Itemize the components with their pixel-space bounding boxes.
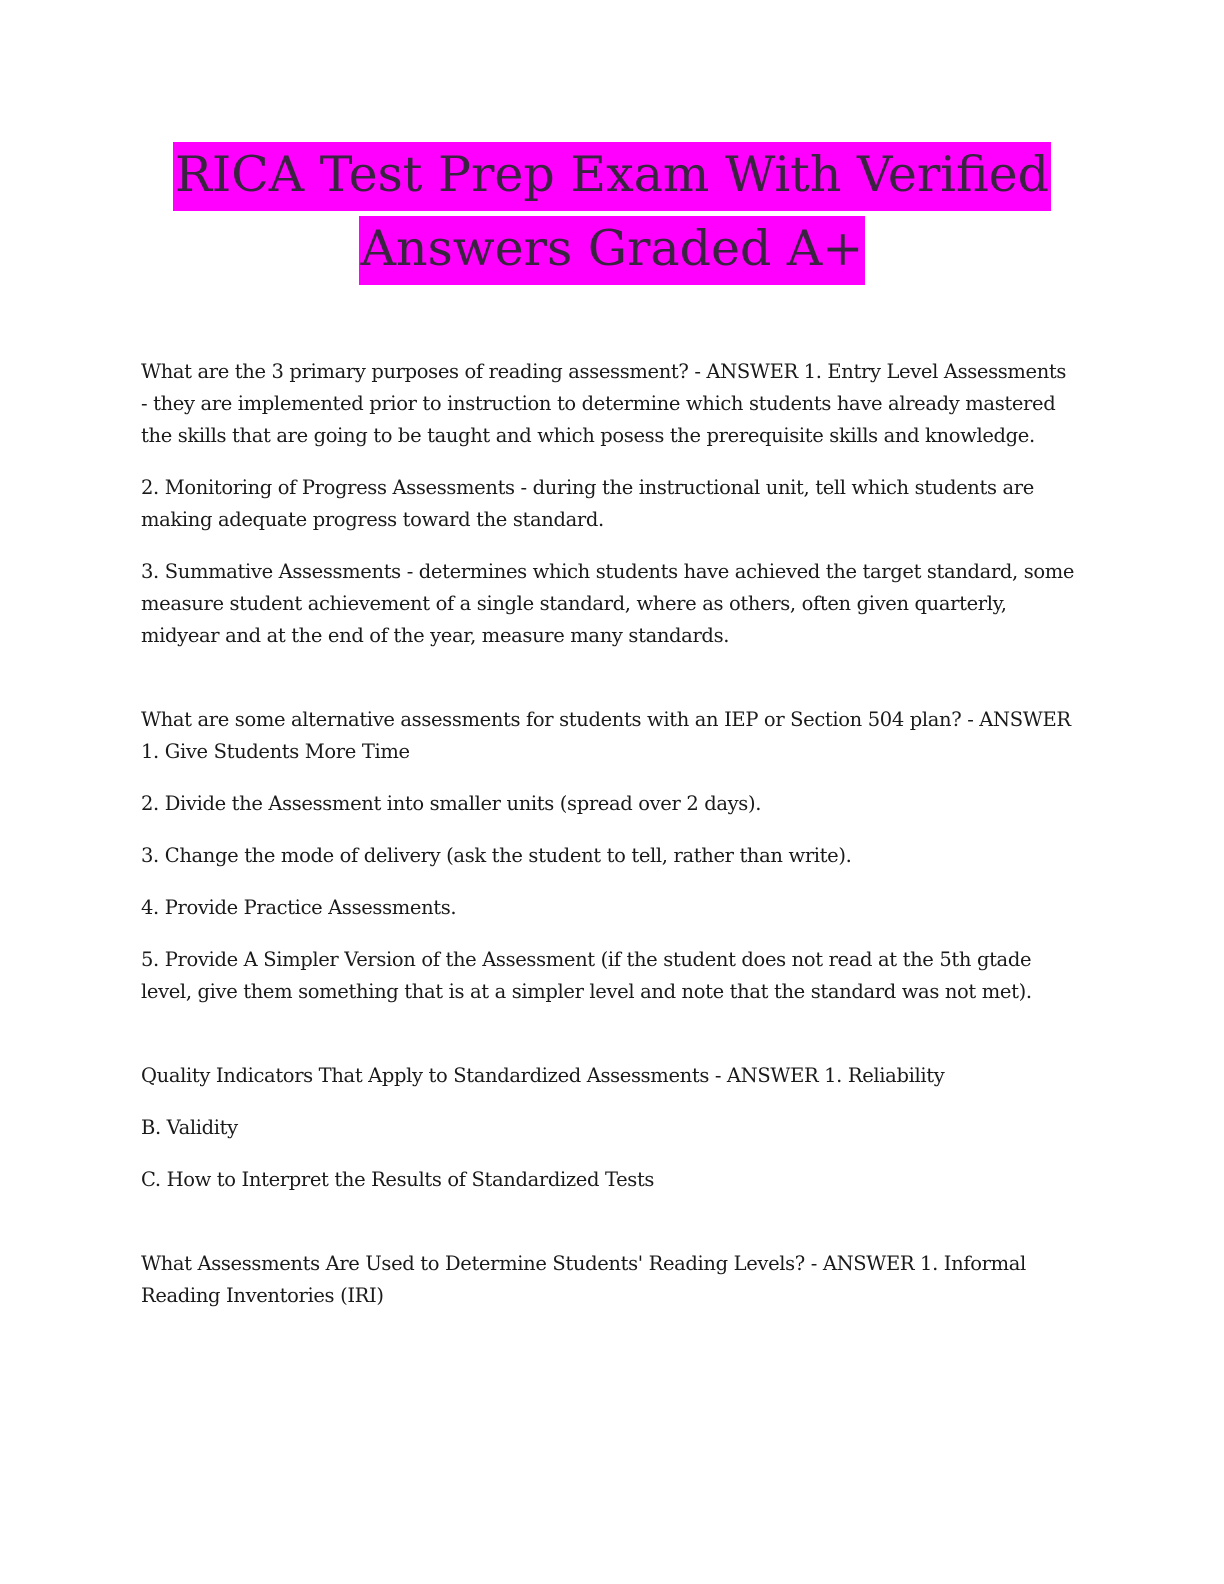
paragraph: 3. Summative Assessments - determines which students have achieved the target standard, some measure student achievement of a single standard, where as others, often given quarterly, midyear and at the end of the year, measure many standards. (141, 560, 1075, 647)
qa-block-alternative-assessments (141, 704, 1076, 1008)
paragraph: 5. Provide A Simpler Version of the Assessment (if the student does not read at the 5th gtade level, give them something that is at a simpler level and note that the standard was not met). (141, 948, 1032, 1003)
qa-block-quality-indicators (141, 1060, 1076, 1196)
paragraph: What Assessments Are Used to Determine Students' Reading Levels? - ANSWER 1. Informal Reading Inventories (IRI) (141, 1252, 1026, 1307)
qa-block-reading-levels (141, 1248, 1076, 1312)
paragraph: 4. Provide Practice Assessments. (141, 896, 457, 919)
title-line-1: RICA Test Prep Exam With Verified (173, 142, 1051, 211)
paragraph: B. Validity (141, 1116, 238, 1139)
paragraph: What are some alternative assessments for students with an IEP or Section 504 plan? - ANSWER 1. Give Students More Time (141, 708, 1071, 763)
paragraph: 3. Change the mode of delivery (ask the student to tell, rather than write). (141, 844, 852, 867)
paragraph: 2. Divide the Assessment into smaller units (spread over 2 days). (141, 792, 762, 815)
document-body (141, 356, 1076, 1364)
document-title (0, 138, 1224, 286)
title-line-2: Answers Graded A+ (359, 216, 866, 285)
qa-block-assessment-purposes (141, 356, 1076, 652)
paragraph: What are the 3 primary purposes of reading assessment? - ANSWER 1. Entry Level Assessments - they are implemented prior to instruction to determine which students have already mastered the skills that are going to be taught and which posess the prerequisite skills and knowledge. (141, 360, 1067, 447)
paragraph: Quality Indicators That Apply to Standardized Assessments - ANSWER 1. Reliability (141, 1064, 945, 1087)
paragraph: 2. Monitoring of Progress Assessments - during the instructional unit, tell which students are making adequate progress toward the standard. (141, 476, 1034, 531)
paragraph: C. How to Interpret the Results of Standardized Tests (141, 1168, 655, 1191)
